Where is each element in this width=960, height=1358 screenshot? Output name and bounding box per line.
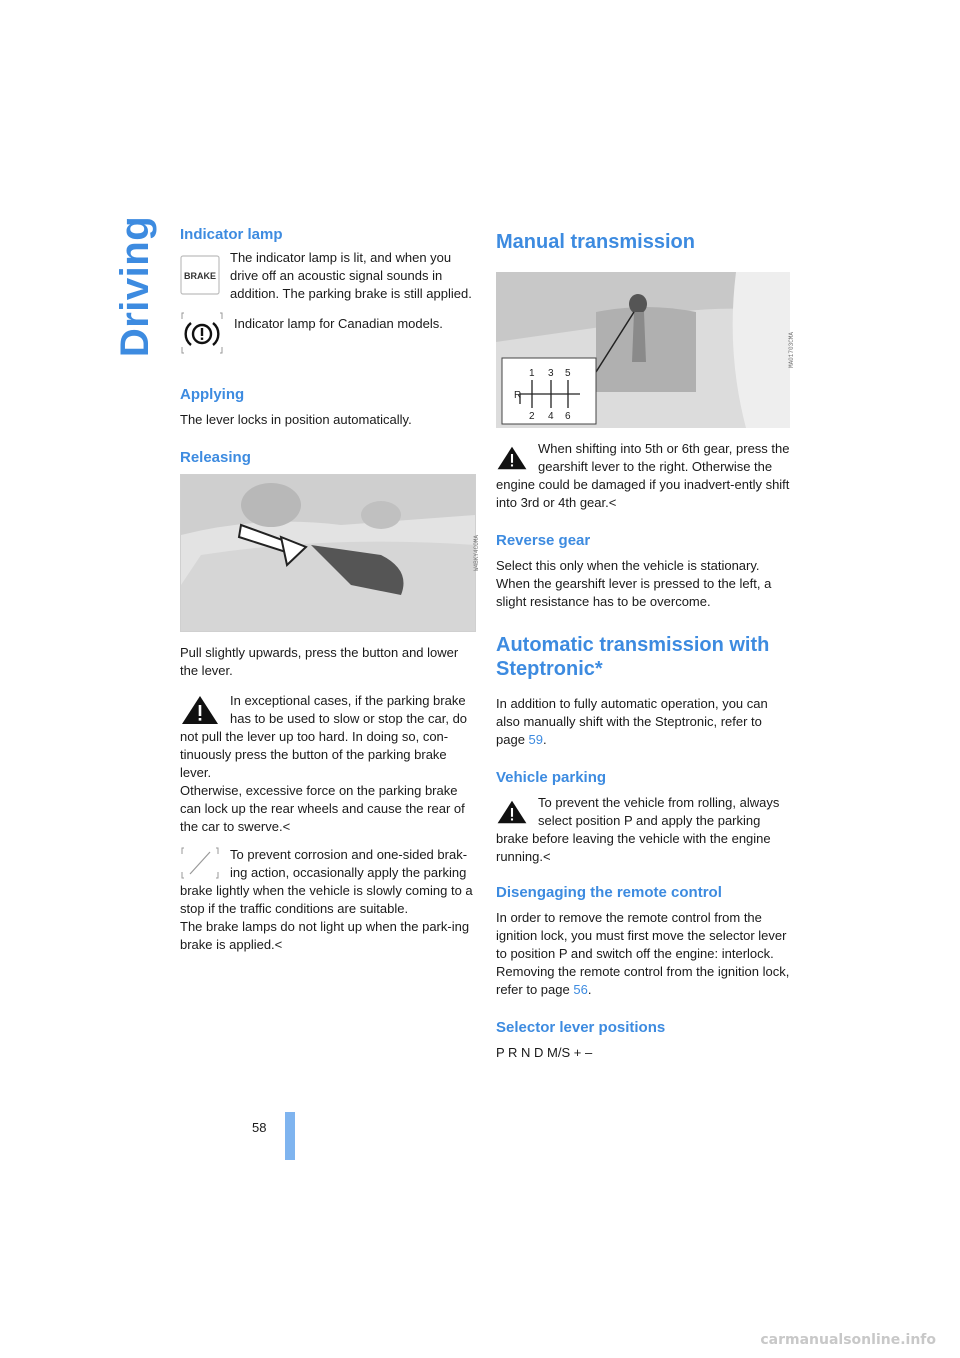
warning-icon xyxy=(180,694,220,726)
warning-text-1: In exceptional cases, if the parking brake has to be used to slow or stop the car, do not pull the lever up too hard. In doing so, con-tinuously press the button of the parking brake lever. xyxy=(180,693,468,780)
manual-warning-text: When shifting into 5th or 6th gear, press the gearshift lever to the right. Otherwise the engine could be damaged if you inadvert-ently shift into 3rd or 4th gear.< xyxy=(496,441,790,510)
applying-heading: Applying xyxy=(180,386,245,403)
automatic-text xyxy=(496,695,790,749)
brake-icon-text: BRAKE xyxy=(183,271,217,281)
releasing-section xyxy=(180,449,480,954)
gearshift-photo xyxy=(496,272,795,428)
shift-label-2: 2 xyxy=(529,411,535,422)
canadian-lamp-text: Indicator lamp for Canadian models. xyxy=(234,316,443,331)
warning-icon xyxy=(496,796,528,828)
selector-text: P R N D M/S + – xyxy=(496,1045,593,1060)
vehicle-parking-warning xyxy=(496,794,790,866)
indicator-lamp-heading: Indicator lamp xyxy=(180,226,283,243)
applying-text: The lever locks in position automatically. xyxy=(180,412,412,427)
photo-code: W4BKY4COMA xyxy=(473,535,480,572)
canadian-indicator-icon xyxy=(180,311,224,355)
section-tab xyxy=(112,215,160,357)
watermark: carmanualsonline.info xyxy=(760,1332,936,1348)
shift-label-6: 6 xyxy=(565,411,571,422)
page-bar xyxy=(285,1112,295,1160)
indicator-lamp-section xyxy=(180,226,474,378)
warning-text-2: Otherwise, excessive force on the parking brake can lock up the rear wheels and cause the rear of the car to swerve.< xyxy=(180,783,465,834)
warning-icon xyxy=(496,442,528,474)
parking-brake-photo xyxy=(180,474,480,632)
releasing-heading: Releasing xyxy=(180,449,251,466)
automatic-heading: Automatic transmission with Steptronic* xyxy=(496,634,770,680)
brake-indicator-icon xyxy=(180,255,220,295)
indicator-lamp-text: The indicator lamp is lit, and when you drive off an acoustic signal sounds in addition. The parking brake is still applied. xyxy=(230,250,472,301)
note-text-2: The brake lamps do not light up when the park-ing brake is applied.< xyxy=(180,919,470,952)
shift-label-4: 4 xyxy=(548,411,554,422)
automatic-text-before: In addition to fully automatic operation, you can also manually shift with the Steptronic, refer to page xyxy=(496,696,768,747)
corrosion-note xyxy=(180,846,474,954)
section-title: Driving xyxy=(113,215,158,357)
shift-label-5: 5 xyxy=(565,368,571,379)
reverse-text: Select this only when the vehicle is stationary. When the gearshift lever is pressed to the left, a slight resistance has to be overcome. xyxy=(496,558,772,609)
shift-label-3: 3 xyxy=(548,368,554,379)
vehicle-parking-heading: Vehicle parking xyxy=(496,769,607,786)
manual-heading: Manual transmission xyxy=(496,231,695,253)
manual-warning xyxy=(496,440,790,512)
page-link-59[interactable]: 59 xyxy=(528,732,544,747)
shift-label-1: 1 xyxy=(529,368,535,379)
vehicle-parking-text: To prevent the vehicle from rolling, always select position P and apply the parking brake before leaving the vehicle with the engine running.< xyxy=(496,795,780,864)
page-link-56[interactable]: 56 xyxy=(573,982,588,997)
releasing-text: Pull slightly upwards, press the button and lower the lever. xyxy=(180,645,459,678)
disengaging-text xyxy=(496,909,790,999)
automatic-text-after: . xyxy=(543,732,547,747)
note-text: To prevent corrosion and one-sided brak-ing action, occasionally apply the parking brake lightly when the vehicle is slowly coming to a stop if the traffic conditions are suitable. xyxy=(180,847,473,916)
photo-code: MA01703CMA xyxy=(788,332,795,369)
applying-section xyxy=(180,386,474,429)
reverse-heading: Reverse gear xyxy=(496,532,591,549)
parking-brake-warning xyxy=(180,692,474,836)
shift-label-r: R xyxy=(514,390,522,401)
disengaging-heading: Disengaging the remote control xyxy=(496,884,722,901)
note-icon xyxy=(180,846,220,880)
left-column xyxy=(180,226,480,954)
right-column xyxy=(496,226,795,1062)
selector-heading: Selector lever positions xyxy=(496,1019,666,1036)
page-number: 58 xyxy=(252,1120,267,1135)
disengaging-text-before: In order to remove the remote control from the ignition lock, you must first move the selector lever to position P and switch off the engine: interlock. Removing the remote control from the ignition lock, refer to page xyxy=(496,910,790,997)
disengaging-text-after: . xyxy=(587,982,592,997)
